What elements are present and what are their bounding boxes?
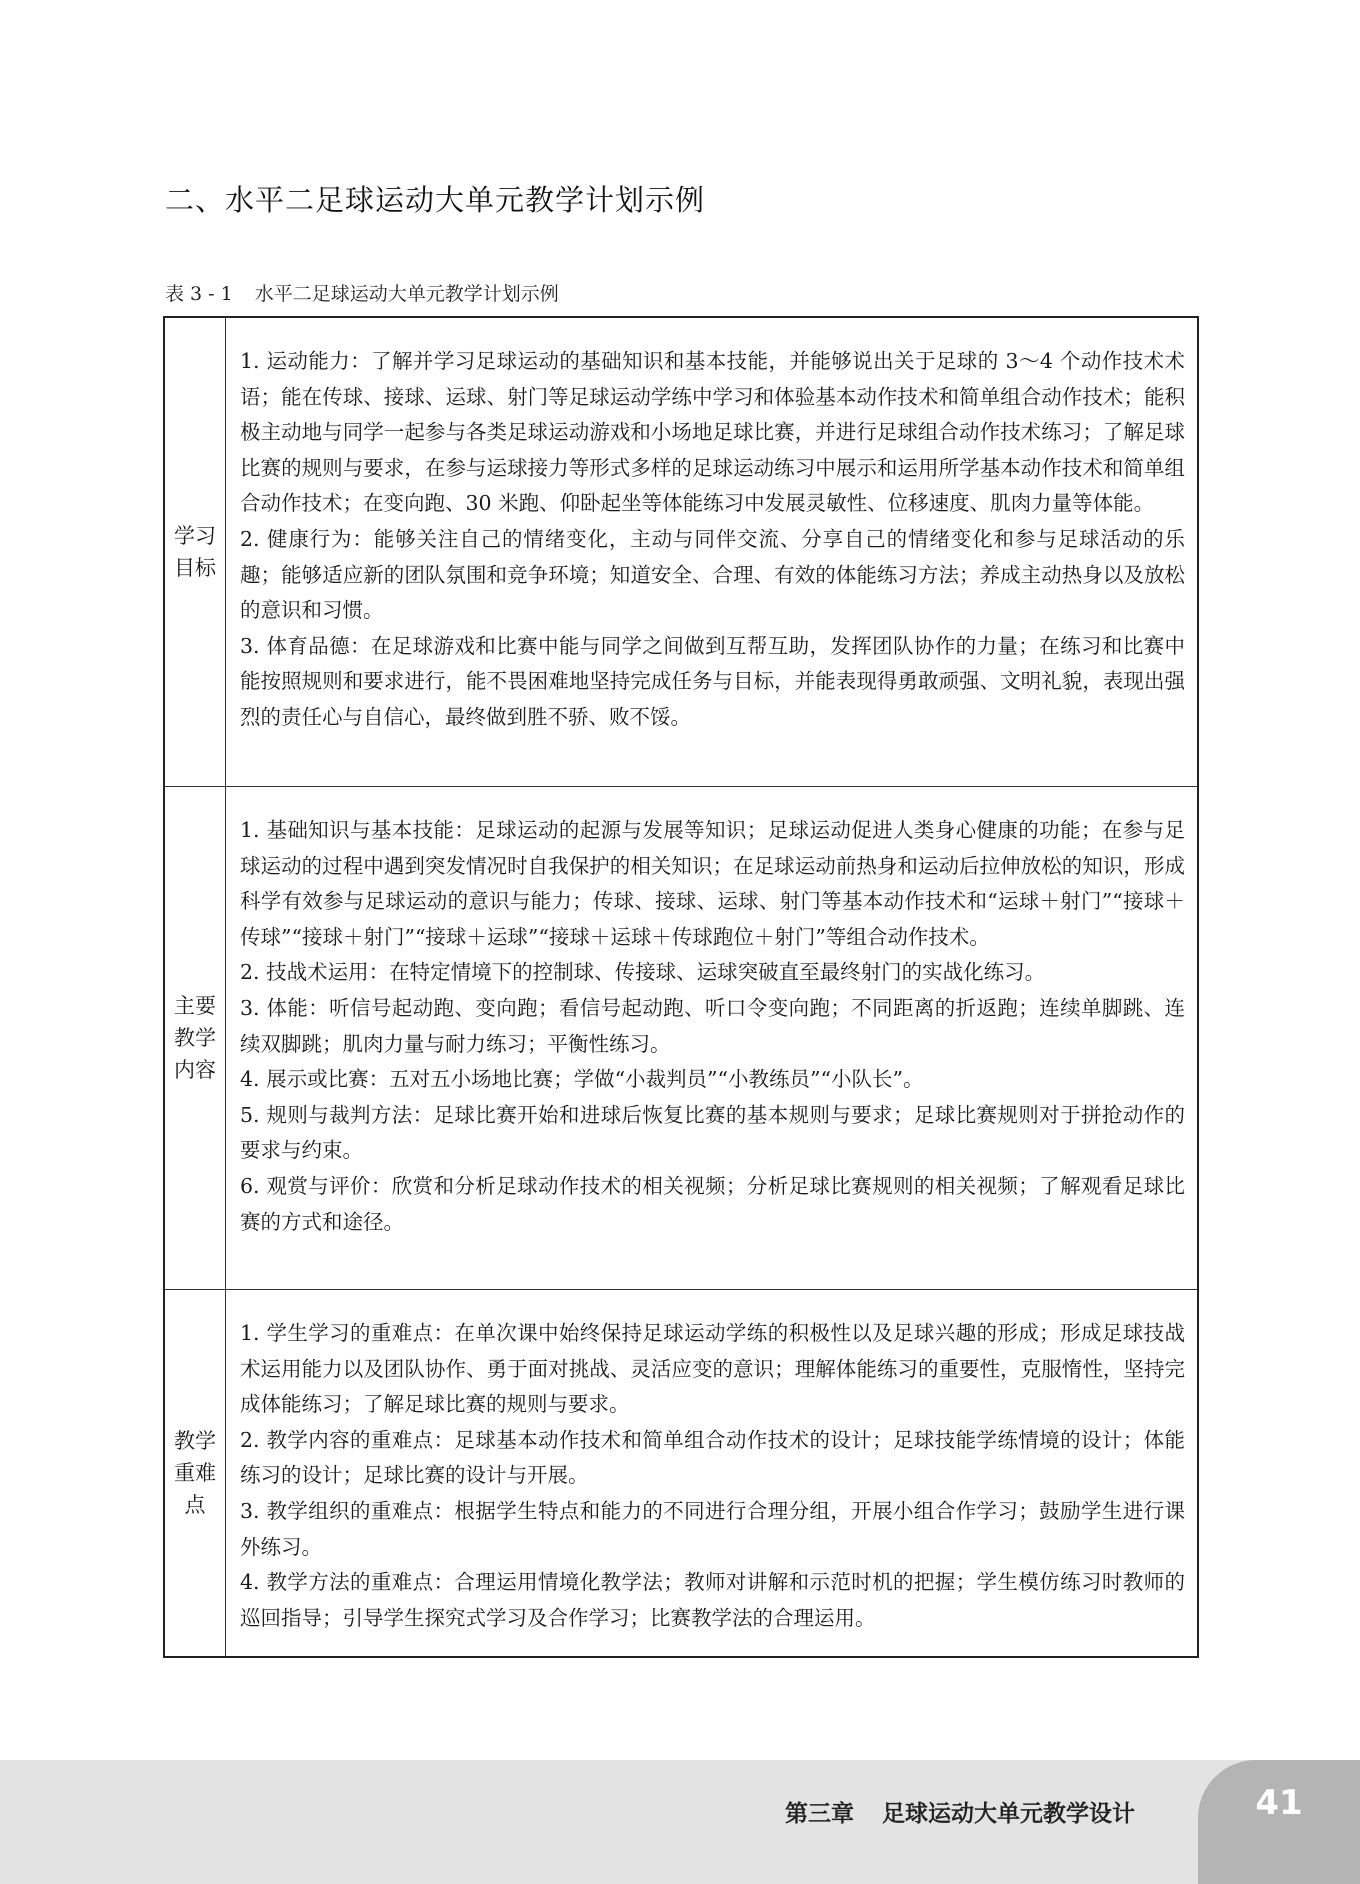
content-paragraph: 3. 教学组织的重难点：根据学生特点和能力的不同进行合理分组，开展小组合作学习；鼓励学生进行课外练习。 bbox=[240, 1498, 1185, 1559]
table-row-learning-goals bbox=[164, 317, 1198, 787]
content-paragraph: 2. 健康行为：能够关注自己的情绪变化，主动与同伴交流、分享自己的情绪变化和参与足球活动的乐趣；能够适应新的团队氛围和竞争环境；知道安全、合理、有效的体能练习方法；养成主动热身以及放松的意识和习惯。 bbox=[240, 526, 1185, 623]
row-label bbox=[164, 317, 226, 787]
row-label-text: 主要教学内容 bbox=[174, 994, 216, 1082]
content-paragraph: 1. 学生学习的重难点：在单次课中始终保持足球运动学练的积极性以及足球兴趣的形成；形成足球技战术运用能力以及团队协作、勇于面对挑战、灵活应变的意识；理解体能练习的重要性，克服惰性，坚持完成体能练习；了解足球比赛的规则与要求。 bbox=[240, 1321, 1185, 1417]
content-paragraph: 3. 体能：听信号起动跑、变向跑；看信号起动跑、听口令变向跑；不同距离的折返跑；连续单脚跳、连续双脚跳；肌肉力量与耐力练习；平衡性练习。 bbox=[240, 995, 1185, 1056]
chapter-number: 第三章 bbox=[785, 1801, 854, 1827]
content-paragraph: 1. 基础知识与基本技能：足球运动的起源与发展等知识；足球运动促进人类身心健康的功能；在参与足球运动的过程中遇到突发情况时自我保护的相关知识；在足球运动前热身和运动后拉伸放松的知识，形成科学有效参与足球运动的意识与能力；传球、接球、运球、射门等基本动作技术和“运球＋射门”“接球＋传球”“接球＋射门”“接球＋运球”“接球＋运球＋传球跑位＋射门”等组合动作技术。 bbox=[240, 818, 1185, 949]
row-content bbox=[226, 1290, 1199, 1658]
table-caption-title: 水平二足球运动大单元教学计划示例 bbox=[254, 283, 559, 305]
content-paragraph: 4. 教学方法的重难点：合理运用情境化教学法；教师对讲解和示范时机的把握；学生模仿练习时教师的巡回指导；引导学生探究式学习及合作学习；比赛教学法的合理运用。 bbox=[240, 1570, 1185, 1630]
content-paragraph: 3. 体育品德：在足球游戏和比赛中能与同学之间做到互帮互助，发挥团队协作的力量；在练习和比赛中能按照规则和要求进行，能不畏困难地坚持完成任务与目标，并能表现得勇敢顽强、文明礼貌，表现出强烈的责任心与自信心，最终做到胜不骄、败不馁。 bbox=[240, 633, 1185, 729]
row-label-text: 教学重难点 bbox=[174, 1429, 216, 1517]
page-footer bbox=[0, 1760, 1360, 1884]
table-caption-label: 表 3 - 1 bbox=[165, 283, 233, 305]
row-content bbox=[226, 317, 1199, 787]
row-label bbox=[164, 787, 226, 1290]
page-number: 41 bbox=[1255, 1783, 1303, 1823]
content-paragraph: 5. 规则与裁判方法：足球比赛开始和进球后恢复比赛的基本规则与要求；足球比赛规则对于拼抢动作的要求与约束。 bbox=[240, 1102, 1185, 1163]
content-paragraph: 4. 展示或比赛：五对五小场地比赛；学做“小裁判员”“小教练员”“小队长”。 bbox=[240, 1067, 924, 1092]
row-content bbox=[226, 787, 1199, 1290]
chapter-title: 足球运动大单元教学设计 bbox=[882, 1801, 1135, 1827]
table-row-main-content bbox=[164, 787, 1198, 1290]
row-label-text: 学习目标 bbox=[174, 524, 216, 580]
teaching-plan-table bbox=[163, 316, 1199, 1658]
content-paragraph: 2. 教学内容的重难点：足球基本动作技术和简单组合动作技术的设计；足球技能学练情境的设计；体能练习的设计；足球比赛的设计与开展。 bbox=[240, 1427, 1185, 1488]
footer-chapter bbox=[785, 1795, 1135, 1828]
content-paragraph: 2. 技战术运用：在特定情境下的控制球、传接球、运球突破直至最终射门的实战化练习。 bbox=[240, 960, 1046, 985]
row-label bbox=[164, 1290, 226, 1658]
section-heading: 二、水平二足球运动大单元教学计划示例 bbox=[165, 183, 706, 217]
content-paragraph: 6. 观赏与评价：欣赏和分析足球动作技术的相关视频；分析足球比赛规则的相关视频；了解观看足球比赛的方式和途径。 bbox=[240, 1173, 1185, 1234]
table-caption bbox=[165, 279, 559, 306]
table-row-key-difficulties bbox=[164, 1290, 1198, 1658]
content-paragraph: 1. 运动能力：了解并学习足球运动的基础知识和基本技能，并能够说出关于足球的 3～4 个动作技术术语；能在传球、接球、运球、射门等足球运动学练中学习和体验基本动作技术和简单组合动作技术；能积极主动地与同学一起参与各类足球运动游戏和小场地足球比赛，并进行足球组合动作技术练习；了解足球比赛的规则与要求，在参与运球接力等形式多样的足球运动练习中展示和运用所学基本动作技术和简单组合动作技术；在变向跑、30 米跑、仰卧起坐等体能练习中发展灵敏性、位移速度、肌肉力量等体能。 bbox=[240, 349, 1185, 516]
